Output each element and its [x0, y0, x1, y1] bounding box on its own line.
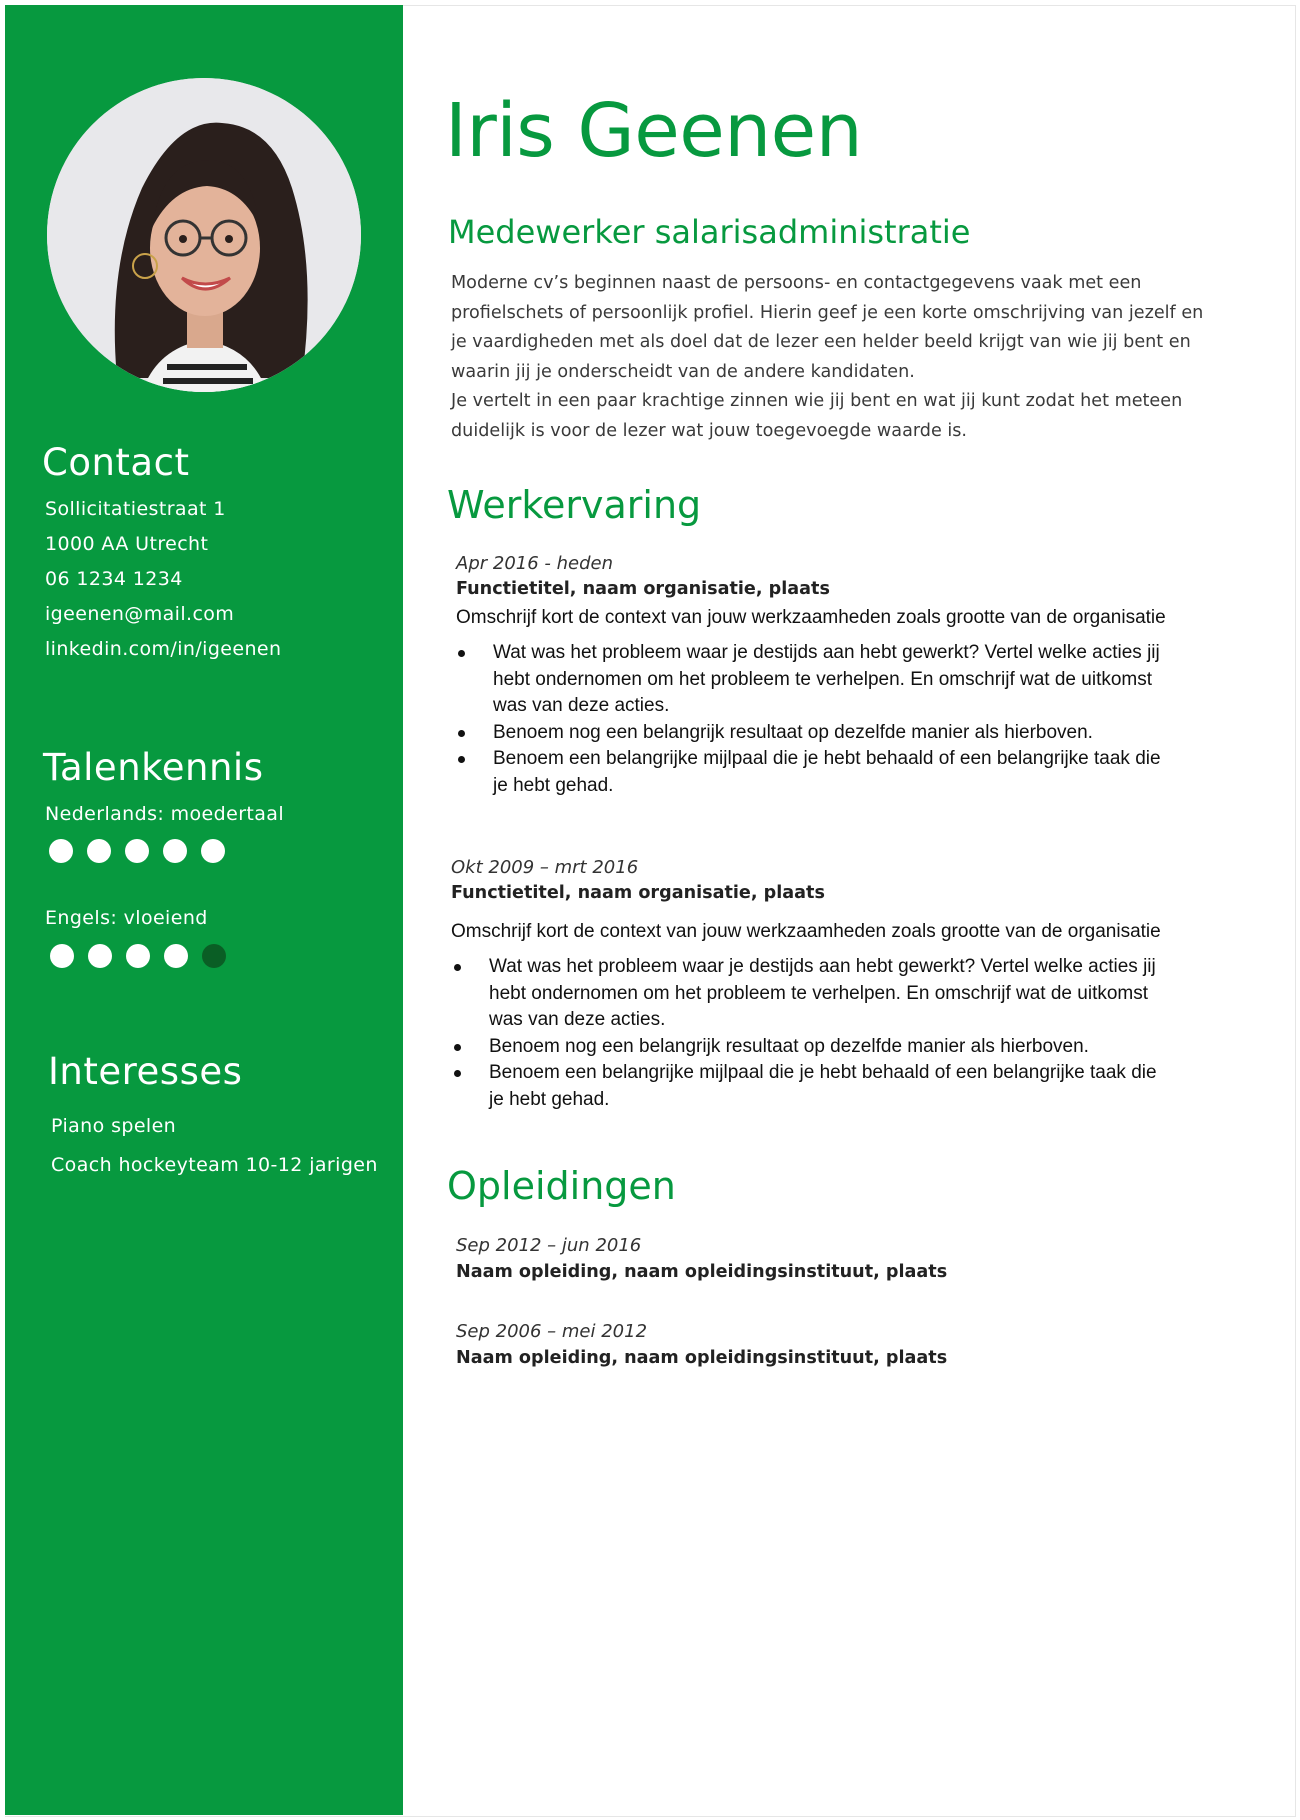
profile-line: waarin jij je onderscheidt van de andere kandidaten.	[451, 361, 915, 382]
list-item: Benoem nog een belangrijk resultaat op dezelfde manier als hierboven.	[452, 1034, 1212, 1061]
level-dot-filled	[87, 839, 111, 863]
languages-heading: Talenkennis	[43, 746, 264, 789]
language-label-dutch: Nederlands: moedertaal	[45, 803, 285, 825]
level-dot-filled	[50, 944, 74, 968]
level-dot-filled	[49, 839, 73, 863]
education-title: Naam opleiding, naam opleidingsinstituut, plaats	[456, 1262, 948, 1282]
job-period: Okt 2009 – mrt 2016	[451, 857, 639, 878]
job-title-line: Functietitel, naam organisatie, plaats	[456, 579, 830, 599]
candidate-name: Iris Geenen	[445, 88, 863, 174]
education-period: Sep 2012 – jun 2016	[456, 1235, 642, 1256]
contact-city: 1000 AA Utrecht	[45, 533, 209, 555]
profile-line: Moderne cv’s beginnen naast de persoons- en contactgegevens vaak met een	[451, 273, 1142, 293]
job-title-line: Functietitel, naam organisatie, plaats	[451, 883, 825, 903]
list-item: Benoem nog een belangrijk resultaat op dezelfde manier als hierboven.	[456, 720, 1216, 747]
sidebar	[5, 5, 403, 1815]
language-level-english	[50, 944, 226, 968]
level-dot-filled	[125, 839, 149, 863]
level-dot-filled	[88, 944, 112, 968]
contact-phone: 06 1234 1234	[45, 568, 183, 590]
interest-item: Piano spelen	[51, 1115, 177, 1137]
list-item: Wat was het probleem waar je destijds aan hebt gewerkt? Vertel welke acties jij hebt ondernomen om het probleem te verhelpen. En omschrijf wat de uitkomst was van deze acties.	[452, 954, 1212, 1034]
language-level-dutch	[49, 839, 225, 863]
list-item: Benoem een belangrijke mijlpaal die je hebt behaald of een belangrijke taak die je hebt gehad.	[452, 1060, 1212, 1113]
level-dot-filled	[201, 839, 225, 863]
job-title: Medewerker salarisadministratie	[448, 213, 971, 251]
profile-line: duidelijk is voor de lezer wat jouw toegevoegde waarde is.	[451, 420, 968, 441]
job-context: Omschrijf kort de context van jouw werkzaamheden zoals grootte van de organisatie	[456, 607, 1166, 628]
contact-address: Sollicitatiestraat 1	[45, 498, 226, 520]
profile-text	[451, 269, 1211, 447]
job-context: Omschrijf kort de context van jouw werkzaamheden zoals grootte van de organisatie	[451, 921, 1161, 942]
profile-line: Je vertelt in een paar krachtige zinnen wie jij bent en wat jij kunt zodat het meteen	[451, 391, 1183, 412]
profile-photo	[47, 78, 361, 392]
level-dot-filled	[126, 944, 150, 968]
interests-heading: Interesses	[48, 1050, 243, 1093]
job-bullets	[452, 954, 1212, 1113]
job-period: Apr 2016 - heden	[456, 553, 613, 574]
education-heading: Opleidingen	[447, 1164, 676, 1208]
list-item: Wat was het probleem waar je destijds aan hebt gewerkt? Vertel welke acties jij hebt ondernomen om het probleem te verhelpen. En omschrijf wat de uitkomst was van deze acties.	[456, 640, 1216, 720]
job-bullets	[456, 640, 1216, 799]
contact-linkedin[interactable]: linkedin.com/in/igeenen	[45, 638, 282, 660]
level-dot-filled	[164, 944, 188, 968]
level-dot-empty	[202, 944, 226, 968]
contact-heading: Contact	[42, 441, 190, 484]
education-period: Sep 2006 – mei 2012	[456, 1321, 648, 1342]
profile-line: je vaardigheden met als doel dat de lezer een helder beeld krijgt van wie jij bent en	[451, 332, 1191, 353]
language-label-english: Engels: vloeiend	[45, 907, 208, 929]
experience-heading: Werkervaring	[447, 483, 702, 527]
profile-line: profielschets of persoonlijk profiel. Hierin geef je een korte omschrijving van jezelf en	[451, 302, 1204, 323]
contact-email[interactable]: igeenen@mail.com	[45, 603, 235, 625]
list-item: Benoem een belangrijke mijlpaal die je hebt behaald of een belangrijke taak die je hebt gehad.	[456, 746, 1216, 799]
level-dot-filled	[163, 839, 187, 863]
interest-item: Coach hockeyteam 10-12 jarigen	[51, 1154, 378, 1176]
education-title: Naam opleiding, naam opleidingsinstituut, plaats	[456, 1348, 948, 1368]
